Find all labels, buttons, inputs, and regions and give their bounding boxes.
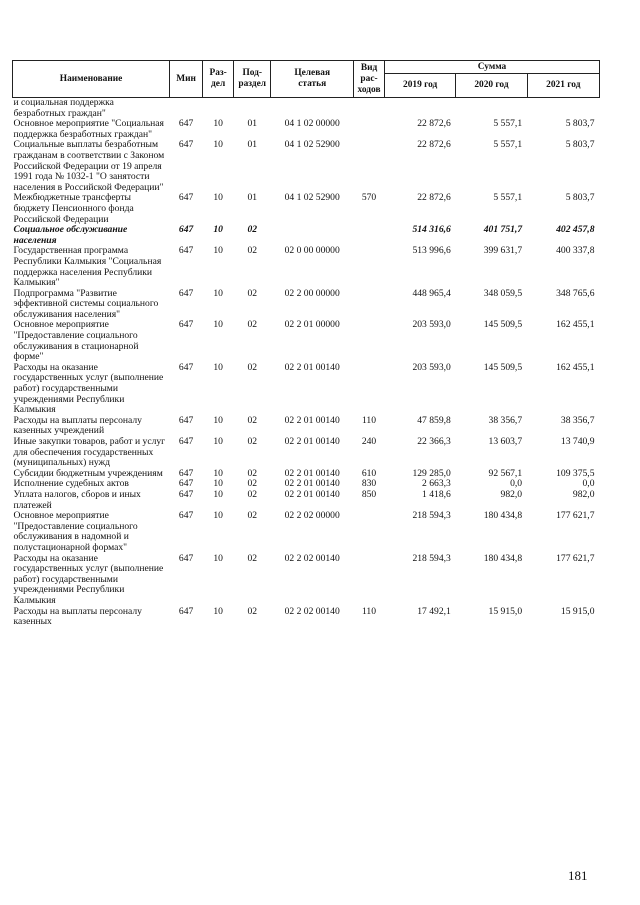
cell-y2020: 5 557,1 <box>493 139 523 151</box>
cell-razdel: 10 <box>213 287 223 299</box>
cell-y2021: 38 356,7 <box>560 414 595 426</box>
cell-target: 02 2 01 00140 <box>284 414 340 426</box>
cell-podrazdel: 02 <box>247 319 258 331</box>
cell-name: Основное мероприятие "Предоставление социального обслуживания в надомной и полустационарной формах" <box>13 510 138 553</box>
cell-min <box>170 98 203 120</box>
cell-target: 04 1 02 52900 <box>284 192 340 204</box>
header-target: Целевая статья <box>271 61 354 98</box>
cell-y2019: 22 872,6 <box>417 118 451 130</box>
cell-podrazdel: 01 <box>247 192 258 204</box>
budget-table-sheet <box>12 60 600 628</box>
table-row <box>13 193 600 225</box>
header-name: Наименование <box>13 61 170 98</box>
cell-y2019: 17 492,1 <box>417 605 451 617</box>
cell-y2020: 982,0 <box>500 488 523 500</box>
cell-y2019: 1 418,6 <box>422 488 451 500</box>
cell-y2019: 448 965,4 <box>412 287 451 299</box>
cell-y2020: 399 631,7 <box>483 245 523 257</box>
cell-y2019: 203 593,0 <box>412 361 451 373</box>
cell-razdel: 10 <box>213 414 223 426</box>
cell-y2021: 109 375,5 <box>556 467 595 479</box>
cell-target: 02 2 01 00140 <box>284 467 340 479</box>
cell-y2021 <box>527 98 599 120</box>
cell-podrazdel: 02 <box>247 436 258 447</box>
cell-y2021: 402 457,8 <box>556 224 595 236</box>
table-row <box>13 289 600 321</box>
cell-y2019: 203 593,0 <box>412 319 451 331</box>
cell-razdel: 10 <box>213 118 223 130</box>
cell-name: и социальная поддержка безработных граждан" <box>13 97 114 119</box>
cell-vid: 610 <box>361 467 377 479</box>
header-min: Мин <box>170 61 203 98</box>
cell-podrazdel: 02 <box>247 605 258 617</box>
cell-y2020: 348 059,5 <box>483 287 523 299</box>
cell-razdel: 10 <box>213 245 223 257</box>
cell-min: 647 <box>178 245 194 257</box>
cell-y2019: 513 996,6 <box>412 245 451 257</box>
cell-razdel: 10 <box>213 224 223 236</box>
header-2019: 2019 год <box>385 74 456 98</box>
cell-y2020: 401 751,7 <box>483 224 523 236</box>
cell-razdel: 10 <box>213 478 223 490</box>
cell-name: Субсидии бюджетным учреждениям <box>13 467 163 479</box>
table-row <box>13 320 600 362</box>
table-row <box>13 98 600 120</box>
table-row <box>13 140 600 193</box>
cell-y2021: 5 803,7 <box>565 192 595 204</box>
cell-target: 02 2 02 00000 <box>284 510 340 522</box>
cell-name: Расходы на оказание государственных услуг (выполнение работ) государственными учреждениями Республики Калмыкия <box>13 361 164 416</box>
cell-y2020: 15 915,0 <box>488 605 523 617</box>
cell-y2021: 162 455,1 <box>556 319 595 331</box>
cell-y2019: 2 663,3 <box>422 478 451 490</box>
cell-y2019: 22 872,6 <box>417 139 451 151</box>
cell-target: 02 2 00 00000 <box>284 287 340 299</box>
cell-vid <box>354 554 385 607</box>
table-row <box>13 416 600 437</box>
cell-podrazdel: 02 <box>247 510 258 522</box>
cell-y2020: 5 557,1 <box>493 192 523 204</box>
cell-target: 02 2 01 00000 <box>284 319 340 331</box>
cell-vid <box>354 320 385 362</box>
cell-target: 02 2 01 00140 <box>284 436 340 447</box>
table-row <box>13 490 600 511</box>
cell-target <box>271 98 354 120</box>
cell-razdel: 10 <box>213 319 223 331</box>
cell-y2021: 13 740,9 <box>560 436 595 447</box>
cell-razdel <box>203 98 234 120</box>
cell-y2021: 348 765,6 <box>556 287 595 299</box>
cell-y2019: 218 594,3 <box>412 510 451 522</box>
cell-y2020: 145 509,5 <box>483 361 523 373</box>
cell-target: 02 2 01 00140 <box>284 478 340 490</box>
cell-target: 02 2 02 00140 <box>284 605 340 617</box>
cell-podrazdel: 02 <box>247 552 258 564</box>
cell-min: 647 <box>178 319 194 331</box>
cell-razdel: 10 <box>213 361 223 373</box>
cell-min: 647 <box>178 436 194 447</box>
cell-vid <box>354 225 385 246</box>
cell-podrazdel: 02 <box>247 245 258 257</box>
header-razdel: Раз- дел <box>203 61 234 98</box>
cell-min: 647 <box>178 605 194 617</box>
cell-min: 647 <box>178 414 194 426</box>
cell-min: 647 <box>178 488 194 500</box>
cell-name: Подпрограмма "Развитие эффективной системы социального обслуживания населения" <box>13 287 159 320</box>
cell-name: Социальные выплаты безработным гражданам в соответствии с Законом Российской Федерации от 19 апреля 1991 года № 1032-1 "О занятости населения в Российской Федерации" <box>13 139 165 193</box>
table-row <box>13 554 600 607</box>
cell-vid: 850 <box>361 488 377 500</box>
cell-name: Социальное обслуживание населения <box>13 224 128 246</box>
cell-name: Межбюджетные трансферты бюджету Пенсионного фонда Российской Федерации <box>13 192 134 225</box>
table-row <box>13 437 600 469</box>
table-row <box>13 119 600 140</box>
cell-podrazdel: 02 <box>247 414 258 426</box>
cell-target: 02 0 00 00000 <box>284 245 340 257</box>
cell-target: 04 1 02 00000 <box>284 118 340 130</box>
cell-vid <box>354 289 385 321</box>
cell-target: 02 2 02 00140 <box>284 552 340 564</box>
cell-y2021: 5 803,7 <box>565 118 595 130</box>
cell-vid <box>354 119 385 140</box>
cell-podrazdel: 02 <box>247 287 258 299</box>
cell-vid: 110 <box>361 605 377 617</box>
table-row <box>13 511 600 553</box>
cell-y2020 <box>456 98 527 120</box>
cell-razdel: 10 <box>213 510 223 522</box>
cell-y2021: 0,0 <box>582 478 595 490</box>
budget-table <box>12 60 600 628</box>
cell-razdel: 10 <box>213 436 223 447</box>
cell-vid <box>354 363 385 416</box>
cell-target <box>271 225 354 246</box>
cell-min: 647 <box>178 552 194 564</box>
header-2020: 2020 год <box>456 74 527 98</box>
header-sum: Сумма <box>385 61 600 74</box>
cell-min: 647 <box>178 192 194 204</box>
cell-razdel: 10 <box>213 139 223 151</box>
table-body <box>13 98 600 628</box>
page-number: 181 <box>568 868 588 883</box>
cell-y2021: 177 621,7 <box>556 510 595 522</box>
cell-podrazdel: 02 <box>247 467 258 479</box>
cell-y2020: 13 603,7 <box>488 436 523 447</box>
cell-min: 647 <box>178 118 194 130</box>
cell-podrazdel: 01 <box>247 118 258 130</box>
cell-vid <box>354 98 385 120</box>
cell-razdel: 10 <box>213 605 223 617</box>
cell-name: Исполнение судебных актов <box>13 478 129 490</box>
cell-y2019: 22 366,3 <box>417 436 451 447</box>
cell-y2021: 15 915,0 <box>560 605 595 617</box>
cell-name: Расходы на выплаты персоналу казенных учреждений <box>13 414 142 437</box>
cell-name: Расходы на оказание государственных услуг (выполнение работ) государственными учреждениями Республики Калмыкия <box>13 552 164 606</box>
cell-razdel: 10 <box>213 192 223 204</box>
cell-y2021: 162 455,1 <box>556 361 595 373</box>
cell-razdel: 10 <box>213 552 223 564</box>
table-row <box>13 363 600 416</box>
cell-podrazdel: 02 <box>247 224 258 236</box>
cell-y2021: 177 621,7 <box>556 552 595 564</box>
cell-name: Расходы на выплаты персоналу казенных <box>13 605 142 628</box>
table-row <box>13 225 600 246</box>
cell-min: 647 <box>178 361 194 373</box>
cell-target: 02 2 01 00140 <box>284 488 340 500</box>
cell-y2020: 180 434,8 <box>483 510 523 522</box>
cell-vid: 830 <box>361 478 377 490</box>
cell-y2021: 982,0 <box>572 488 595 500</box>
cell-name: Государственная программа Республики Калмыкия "Социальная поддержка населения Республики Калмыкия" <box>13 245 162 289</box>
cell-y2020: 0,0 <box>510 478 523 490</box>
cell-min: 647 <box>178 139 194 151</box>
cell-target: 04 1 02 52900 <box>284 139 340 151</box>
cell-min: 647 <box>178 478 194 490</box>
cell-podrazdel: 02 <box>247 488 258 500</box>
cell-name: Основное мероприятие "Социальная поддержка безработных граждан" <box>13 118 164 140</box>
cell-y2021: 5 803,7 <box>565 139 595 151</box>
cell-min: 647 <box>178 467 194 479</box>
cell-podrazdel <box>234 98 271 120</box>
table-row <box>13 246 600 288</box>
cell-vid: 110 <box>361 414 377 426</box>
cell-vid: 570 <box>361 192 377 204</box>
cell-podrazdel: 02 <box>247 478 258 490</box>
cell-min: 647 <box>178 510 194 522</box>
cell-y2020: 180 434,8 <box>483 552 523 564</box>
header-2021: 2021 год <box>527 74 599 98</box>
cell-y2019: 218 594,3 <box>412 552 451 564</box>
cell-name: Основное мероприятие "Предоставление социального обслуживания в стационарной форме" <box>13 319 139 363</box>
cell-podrazdel: 02 <box>247 361 258 373</box>
table-row <box>13 607 600 628</box>
cell-y2019 <box>385 98 456 120</box>
cell-vid <box>354 246 385 288</box>
cell-vid <box>354 511 385 553</box>
cell-y2019: 22 872,6 <box>417 192 451 204</box>
cell-vid: 240 <box>361 436 377 447</box>
cell-name: Уплата налогов, сборов и иных платежей <box>13 488 141 511</box>
cell-y2019: 129 285,0 <box>412 467 451 479</box>
cell-y2020: 92 567,1 <box>488 467 523 479</box>
cell-target: 02 2 01 00140 <box>284 361 340 373</box>
cell-razdel: 10 <box>213 488 223 500</box>
cell-podrazdel: 01 <box>247 139 258 151</box>
header-podrazdel: Под- раздел <box>234 61 271 98</box>
header-vid: Вид рас- ходов <box>354 61 385 98</box>
cell-y2019: 47 859,8 <box>417 414 451 426</box>
cell-y2021: 400 337,8 <box>556 245 595 257</box>
cell-min: 647 <box>178 287 194 299</box>
cell-y2020: 5 557,1 <box>493 118 523 130</box>
cell-y2020: 145 509,5 <box>483 319 523 331</box>
cell-y2020: 38 356,7 <box>488 414 523 426</box>
cell-min: 647 <box>178 224 194 236</box>
cell-y2019: 514 316,6 <box>412 224 451 236</box>
cell-vid <box>354 140 385 193</box>
cell-name: Иные закупки товаров, работ и услуг для обеспечения государственных (муниципальных) нужд <box>13 436 166 469</box>
cell-razdel: 10 <box>213 467 223 479</box>
